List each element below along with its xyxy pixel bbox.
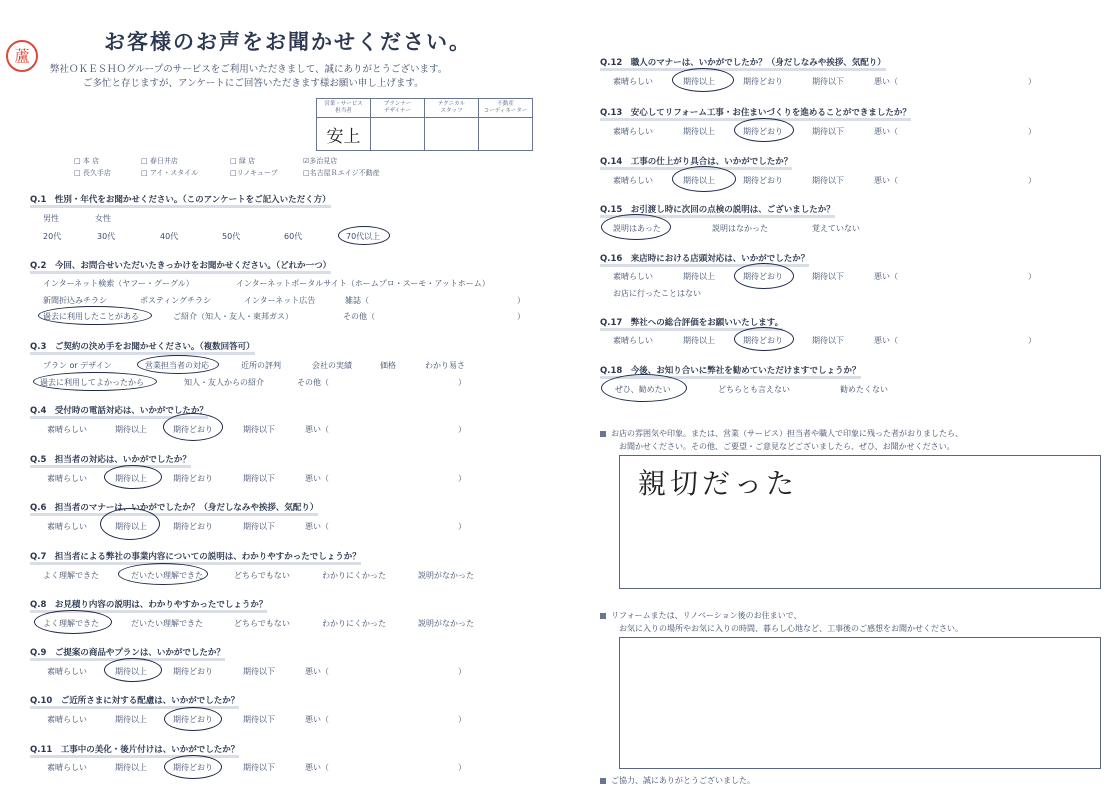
store-checkbox[interactable]: □ アイ・スタイル xyxy=(141,169,199,177)
rating-option-other[interactable]: 悪い（ xyxy=(874,336,898,345)
selection-circle xyxy=(601,374,687,402)
q1-label: Q.1 性別・年代をお聞かせください。（このアンケートをご記入いただく方） xyxy=(30,193,331,205)
q10-label: Q.10 ご近所さまに対する配慮は、いかがでしたか？ xyxy=(30,694,239,706)
store-checkbox[interactable]: □ 長久手店 xyxy=(74,169,111,177)
q2-option[interactable]: インターネット検索（ヤフー・グーグル） xyxy=(43,279,194,288)
store-checkbox[interactable]: □リノキューブ xyxy=(230,169,278,177)
q3-label: Q.3 ご契約の決め手をお聞かせください。（複数回答可） xyxy=(30,340,255,352)
store-checkbox[interactable]: □名古屋Ｒエイジ不動産 xyxy=(303,169,380,177)
comment1-prompt-line1: お店の雰囲気や印象。または、営業（サービス）担当者や職人で印象に残った者がおりましたら、 xyxy=(600,428,963,439)
q11-label: Q.11 工事中の美化・後片付けは、いかがでしたか？ xyxy=(30,743,239,755)
q1-age-option[interactable]: 40代 xyxy=(160,232,179,241)
selection-circle xyxy=(601,214,671,240)
rating-option-selected[interactable]: 期待以上 xyxy=(683,176,715,185)
paren-close: ） xyxy=(458,474,466,483)
q2-option[interactable]: 新聞折込みチラシ xyxy=(43,296,107,305)
rating-option[interactable]: 期待以下 xyxy=(243,667,275,676)
footer-thanks: ご協力、誠にありがとうございました。 xyxy=(600,775,755,786)
rating-option[interactable]: 期待以上 xyxy=(683,336,715,345)
rating-option-other[interactable]: 悪い（ xyxy=(874,77,898,86)
selection-circle xyxy=(38,306,152,325)
staff-header-sales: 営業・サービス 担当者 xyxy=(317,99,371,118)
q3-option-other[interactable]: その他（ xyxy=(297,378,329,387)
paren-close: ） xyxy=(458,667,466,676)
q2-option[interactable]: インターネットポータルサイト（ホームプロ・スーモ・アットホーム） xyxy=(236,279,490,288)
paren-close: ） xyxy=(1028,127,1036,136)
q9-label: Q.9 ご提案の商品やプランは、いかがでしたか？ xyxy=(30,646,225,658)
rating-option-other[interactable]: 悪い（ xyxy=(305,715,329,724)
q16-label: Q.16 来店時における店頭対応は、いかがでしたか？ xyxy=(600,252,809,264)
rating-option-other[interactable]: 悪い（ xyxy=(874,272,898,281)
comment2-textarea[interactable] xyxy=(619,637,1101,769)
selection-circle xyxy=(104,465,162,489)
selection-circle xyxy=(163,413,223,441)
understanding-option[interactable]: わかりにくかった xyxy=(322,571,386,580)
understanding-option[interactable]: だいたい理解できた xyxy=(131,619,203,628)
staff-value-technical[interactable] xyxy=(425,118,479,151)
company-seal: 蘆 xyxy=(6,40,38,72)
staff-header-planner: プランナー デザイナー xyxy=(371,99,425,118)
q3-option-selected[interactable]: 営業担当者の対応 xyxy=(145,361,209,370)
staff-header-technical: テクニカル スタッフ xyxy=(425,99,479,118)
rating-option[interactable]: 素晴らしい xyxy=(613,127,653,136)
store-checkbox-checked[interactable]: ☑多治見店 xyxy=(303,157,338,165)
selection-circle xyxy=(734,263,794,289)
q15-option[interactable]: 説明はなかった xyxy=(712,224,768,233)
staff-table xyxy=(316,98,533,151)
q3-option[interactable]: 近所の評判 xyxy=(241,361,281,370)
understanding-option[interactable]: 説明がなかった xyxy=(418,571,474,580)
q8-label: Q.8 お見積り内容の説明は、わかりやすかったでしょうか？ xyxy=(30,598,267,610)
paren-close: ） xyxy=(1028,77,1036,86)
rating-option-selected[interactable]: 期待どおり xyxy=(173,715,213,724)
q2-option-selected[interactable]: 過去に利用したことがある xyxy=(43,312,139,321)
rating-option[interactable]: 素晴らしい xyxy=(613,336,653,345)
paren-close: ） xyxy=(1028,176,1036,185)
rating-option[interactable]: 期待どおり xyxy=(173,522,213,531)
paren-close: ） xyxy=(458,763,466,772)
q18-option[interactable]: 勧めたくない xyxy=(840,385,888,394)
q2-option[interactable]: インターネット広告 xyxy=(244,296,316,305)
paren-close: ） xyxy=(458,378,466,387)
rating-option-selected[interactable]: 期待以上 xyxy=(115,667,147,676)
q1-age-option-selected[interactable]: 70代以上 xyxy=(346,232,381,241)
selection-circle xyxy=(33,372,157,391)
selection-circle xyxy=(734,327,794,351)
rating-option[interactable]: 期待以下 xyxy=(812,336,844,345)
selection-circle xyxy=(164,755,222,779)
q13-label: Q.13 安心してリフォーム工事・お住まいづくりを進めることができましたか？ xyxy=(600,106,911,118)
q14-label: Q.14 工事の仕上がり具合は、いかがでしたか？ xyxy=(600,155,792,167)
intro-line-2: ご多忙と存じますが、アンケートにご回答いただきます様お願い申し上げます。 xyxy=(83,78,424,89)
rating-option-selected[interactable]: 期待以上 xyxy=(115,522,147,531)
q3-option-selected[interactable]: 過去に利用してよかったから xyxy=(40,378,144,387)
rating-option[interactable]: 期待以下 xyxy=(243,715,275,724)
rating-option[interactable]: 期待以下 xyxy=(243,474,275,483)
comment2-prompt-line2: お気に入りの場所やお気に入りの時間、暮らし心地など、工事後のご感想をお聞かせください。 xyxy=(619,624,963,633)
q6-label: Q.6 担当者のマナーは、いかがでしたか？（身だしなみや挨拶、気配り） xyxy=(30,501,318,513)
rating-option-selected[interactable]: 期待どおり xyxy=(173,763,213,772)
rating-option-other[interactable]: 悪い（ xyxy=(305,763,329,772)
rating-option-other[interactable]: 悪い（ xyxy=(305,474,329,483)
rating-option[interactable]: 期待以下 xyxy=(243,425,275,434)
rating-option[interactable]: 素晴らしい xyxy=(47,715,87,724)
rating-option-other[interactable]: 悪い（ xyxy=(305,522,329,531)
q12-label: Q.12 職人のマナーは、いかがでしたか？（身だしなみや挨拶、気配り） xyxy=(600,56,886,68)
understanding-option-selected[interactable]: よく理解できた xyxy=(43,619,99,628)
rating-option-other[interactable]: 悪い（ xyxy=(305,425,329,434)
understanding-option[interactable]: どちらでもない xyxy=(234,619,290,628)
q2-option-other[interactable]: 雑誌（ xyxy=(345,296,369,305)
rating-option[interactable]: 素晴らしい xyxy=(613,176,653,185)
selection-circle xyxy=(137,355,219,374)
q2-label: Q.2 今回、お問合せいただいたきっかけをお聞かせください。（どれか一つ） xyxy=(30,259,331,271)
q4-label: Q.4 受付時の電話対応は、いかがでしたか？ xyxy=(30,404,208,416)
staff-value-planner[interactable] xyxy=(371,118,425,151)
q18-option[interactable]: どちらとも言えない xyxy=(718,385,790,394)
rating-option-selected[interactable]: 期待どおり xyxy=(743,272,783,281)
rating-option[interactable]: 期待以下 xyxy=(243,522,275,531)
q18-label: Q.18 今後、お知り合いに弊社を勧めていただけますでしょうか？ xyxy=(600,364,861,376)
q15-label: Q.15 お引渡し時に次回の点検の説明は、ございましたか？ xyxy=(600,203,835,215)
rating-option[interactable]: 期待以下 xyxy=(812,127,844,136)
rating-option[interactable]: 期待以下 xyxy=(812,77,844,86)
rating-option[interactable]: 期待以上 xyxy=(115,763,147,772)
rating-option-selected[interactable]: 期待どおり xyxy=(743,127,783,136)
selection-circle xyxy=(34,610,112,634)
comment1-prompt-line2: お聞かせください。その他、ご要望・ご意見などございましたら、ぜひ、お聞かせください。 xyxy=(619,442,955,451)
understanding-option-selected[interactable]: だいたい理解できた xyxy=(131,571,203,580)
q2-option[interactable]: ポスティングチラシ xyxy=(140,296,212,305)
rating-option[interactable]: 期待以上 xyxy=(683,127,715,136)
page-title: お客様のお声をお聞かせください。 xyxy=(104,30,472,54)
q1-age-option[interactable]: 30代 xyxy=(97,232,116,241)
rating-option[interactable]: 期待以上 xyxy=(115,715,147,724)
comment1-textarea[interactable] xyxy=(619,455,1101,589)
q2-option-other[interactable]: その他（ xyxy=(343,312,375,321)
rating-option-other[interactable]: 悪い（ xyxy=(305,667,329,676)
comment2-prompt-line1: リフォームまたは、リノベーション後のお住まいで、 xyxy=(600,610,801,621)
rating-option-selected[interactable]: 期待どおり xyxy=(173,425,213,434)
understanding-option[interactable]: 説明がなかった xyxy=(418,619,474,628)
q5-label: Q.5 担当者の対応は、いかがでしたか？ xyxy=(30,453,191,465)
paren-close: ） xyxy=(517,296,525,305)
paren-close: ） xyxy=(458,522,466,531)
q3-option[interactable]: 会社の実績 xyxy=(312,361,352,370)
store-checkbox[interactable]: □ 緑 店 xyxy=(230,157,256,165)
bullet-square-icon xyxy=(600,778,606,784)
q1-age-option[interactable]: 50代 xyxy=(222,232,241,241)
understanding-option[interactable]: わかりにくかった xyxy=(322,619,386,628)
q1-gender-female[interactable]: 女性 xyxy=(95,214,111,223)
q15-option-selected[interactable]: 説明はあった xyxy=(613,224,661,233)
paren-close: ） xyxy=(1028,272,1036,281)
q3-option[interactable]: プラン or デザイン xyxy=(43,361,112,370)
comment1-handwritten-answer: 親切だった xyxy=(638,467,799,500)
staff-header-realestate: 不動産 コーディネーター xyxy=(479,99,533,118)
q3-option[interactable]: 価格 xyxy=(380,361,396,370)
understanding-option[interactable]: どちらでもない xyxy=(234,571,290,580)
rating-option[interactable]: 期待どおり xyxy=(173,474,213,483)
q16-option-never-visited[interactable]: お店に行ったことはない xyxy=(613,289,701,298)
understanding-option[interactable]: よく理解できた xyxy=(43,571,99,580)
q15-option[interactable]: 覚えていない xyxy=(812,224,860,233)
paren-close: ） xyxy=(517,312,525,321)
rating-option[interactable]: 期待以下 xyxy=(812,176,844,185)
selection-circle xyxy=(672,68,734,92)
paren-close: ） xyxy=(458,425,466,434)
bullet-square-icon xyxy=(600,431,606,437)
paren-close: ） xyxy=(458,715,466,724)
rating-option[interactable]: 期待以下 xyxy=(812,272,844,281)
q2-option[interactable]: ご紹介（知人・友人・東邦ガス） xyxy=(173,312,293,321)
q17-label: Q.17 弊社への総合評価をお願いいたします。 xyxy=(600,316,783,328)
q3-option[interactable]: 知人・友人からの紹介 xyxy=(184,378,264,387)
selection-circle xyxy=(100,508,160,540)
rating-option[interactable]: 期待以上 xyxy=(683,272,715,281)
rating-option-other[interactable]: 悪い（ xyxy=(874,127,898,136)
rating-option[interactable]: 素晴らしい xyxy=(613,77,653,86)
rating-option[interactable]: 素晴らしい xyxy=(47,667,87,676)
selection-circle xyxy=(672,166,736,192)
rating-option[interactable]: 素晴らしい xyxy=(47,522,87,531)
selection-circle xyxy=(164,707,222,731)
rating-option-other[interactable]: 悪い（ xyxy=(874,176,898,185)
rating-option[interactable]: 期待どおり xyxy=(743,176,783,185)
q1-gender-male[interactable]: 男性 xyxy=(43,214,59,223)
rating-option-selected[interactable]: 期待以上 xyxy=(115,474,147,483)
rating-option[interactable]: 素晴らしい xyxy=(613,272,653,281)
store-checkbox[interactable]: □ 本 店 xyxy=(74,157,100,165)
q18-option-selected[interactable]: ぜひ、勧めたい xyxy=(615,385,671,394)
rating-option[interactable]: 期待以下 xyxy=(243,763,275,772)
selection-circle xyxy=(104,658,162,682)
staff-value-realestate[interactable] xyxy=(479,118,533,151)
rating-option[interactable]: 期待以上 xyxy=(115,425,147,434)
q7-label: Q.7 担当者による弊社の事業内容についての説明は、わかりやすかったでしょうか？ xyxy=(30,550,361,562)
q1-age-option[interactable]: 20代 xyxy=(43,232,62,241)
staff-value-sales[interactable]: 安上 xyxy=(317,118,371,151)
intro-line-1: 弊社ＯＫＥＳＨＯグループのサービスをご利用いただきまして、誠にありがとうございます。 xyxy=(50,64,448,75)
store-checkbox[interactable]: □ 春日井店 xyxy=(141,157,178,165)
rating-option[interactable]: 素晴らしい xyxy=(47,474,87,483)
rating-option[interactable]: 期待どおり xyxy=(173,667,213,676)
rating-option-selected[interactable]: 期待以上 xyxy=(683,77,715,86)
paren-close: ） xyxy=(1028,336,1036,345)
rating-option[interactable]: 素晴らしい xyxy=(47,425,87,434)
rating-option[interactable]: 期待どおり xyxy=(743,77,783,86)
q3-option[interactable]: わかり易さ xyxy=(425,361,465,370)
selection-circle xyxy=(734,118,794,142)
rating-option[interactable]: 素晴らしい xyxy=(47,763,87,772)
bullet-square-icon xyxy=(600,613,606,619)
q1-age-option[interactable]: 60代 xyxy=(284,232,303,241)
selection-circle xyxy=(338,226,390,245)
selection-circle xyxy=(118,563,208,585)
rating-option-selected[interactable]: 期待どおり xyxy=(743,336,783,345)
